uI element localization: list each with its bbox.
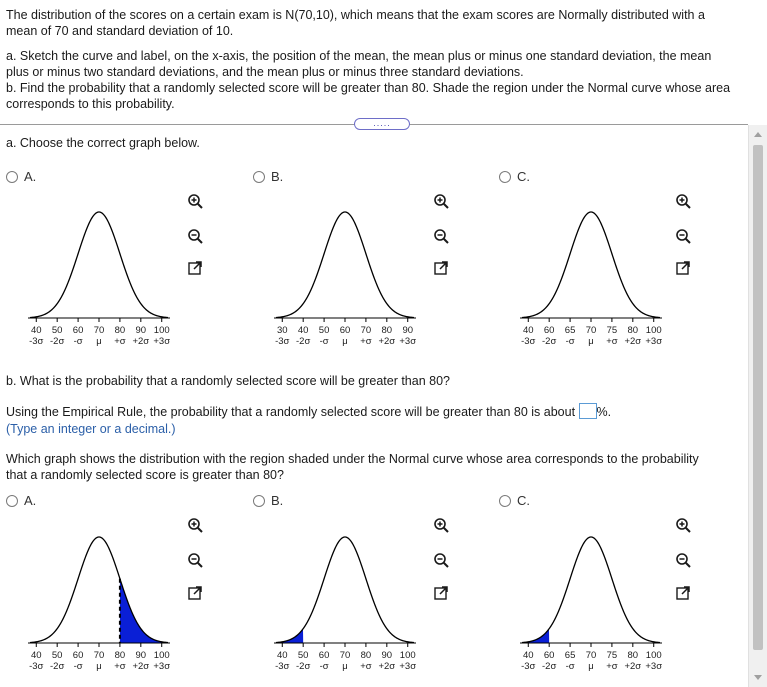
sigma-label: +2σ: [378, 661, 396, 672]
sigma-label: +σ: [360, 661, 372, 672]
tick-label: 40: [522, 325, 534, 336]
tick-label: 65: [564, 325, 576, 336]
tick-label: 70: [339, 650, 351, 661]
zoom-in-icon[interactable]: [187, 517, 203, 533]
tick-label: 90: [381, 650, 393, 661]
popout-icon[interactable]: [187, 585, 203, 601]
zoom-in-icon[interactable]: [675, 193, 691, 209]
sigma-label: μ: [96, 661, 102, 672]
which-graph-line: Which graph shows the distribution with the region shaded under the Normal curve whose area corresponds to the probability: [6, 452, 699, 466]
scroll-thumb[interactable]: [753, 145, 763, 650]
part-b-option-b[interactable]: [253, 493, 283, 508]
popout-icon[interactable]: [433, 260, 449, 276]
tick-label: 75: [606, 650, 618, 661]
radio-circle[interactable]: [6, 495, 18, 507]
normal-curve: [522, 537, 660, 643]
tick-label: 90: [135, 650, 147, 661]
sigma-label: -2σ: [50, 661, 65, 672]
tick-label: 90: [135, 325, 147, 336]
tick-label: 40: [30, 650, 42, 661]
popout-icon[interactable]: [433, 585, 449, 601]
sigma-label: μ: [96, 336, 102, 347]
graph-a-option-a: [22, 200, 187, 360]
sigma-label: +2σ: [624, 336, 642, 347]
sigma-label: -3σ: [521, 336, 536, 347]
scroll-down-icon[interactable]: [754, 675, 762, 680]
tick-label: 100: [399, 650, 416, 661]
popout-icon[interactable]: [675, 585, 691, 601]
option-label: C.: [517, 493, 530, 508]
tick-label: 60: [318, 650, 330, 661]
graph-a-option-c: [514, 200, 679, 360]
tick-label: 80: [114, 325, 126, 336]
normal-curve: [30, 537, 168, 643]
sigma-label: -σ: [565, 661, 575, 672]
popout-icon[interactable]: [187, 260, 203, 276]
zoom-in-icon[interactable]: [675, 517, 691, 533]
zoom-in-icon[interactable]: [433, 517, 449, 533]
tick-label: 100: [645, 650, 662, 661]
percent-sign: %.: [596, 405, 612, 419]
sigma-label: -3σ: [29, 336, 44, 347]
radio-circle[interactable]: [499, 171, 511, 183]
tick-label: 60: [339, 325, 351, 336]
sigma-label: -σ: [565, 336, 575, 347]
scroll-up-icon[interactable]: [754, 132, 762, 137]
sigma-label: +σ: [360, 336, 372, 347]
tick-label: 60: [543, 325, 555, 336]
sigma-label: μ: [342, 661, 348, 672]
expand-button[interactable]: .....: [354, 118, 410, 130]
sigma-label: μ: [342, 336, 348, 347]
graph-b-option-b: [268, 525, 433, 685]
tick-label: 50: [318, 325, 330, 336]
sigma-label: +2σ: [132, 661, 150, 672]
problem-part-b: corresponds to this probability.: [6, 97, 175, 111]
sigma-label: -3σ: [275, 661, 290, 672]
sigma-label: +3σ: [399, 336, 417, 347]
sigma-label: +3σ: [153, 661, 171, 672]
radio-circle[interactable]: [499, 495, 511, 507]
part-b-option-c[interactable]: [499, 493, 530, 508]
sigma-label: -3σ: [521, 661, 536, 672]
sigma-label: -σ: [73, 336, 83, 347]
zoom-out-icon[interactable]: [187, 552, 203, 568]
tick-label: 100: [645, 325, 662, 336]
problem-line: mean of 70 and standard deviation of 10.: [6, 24, 234, 38]
part-b-option-a[interactable]: [6, 493, 36, 508]
sigma-label: +σ: [606, 336, 618, 347]
zoom-out-icon[interactable]: [675, 228, 691, 244]
option-label: A.: [24, 169, 37, 184]
tick-label: 70: [93, 650, 105, 661]
shaded-region: [276, 629, 303, 643]
zoom-in-icon[interactable]: [187, 193, 203, 209]
tick-label: 70: [585, 650, 597, 661]
part-b-question: b. What is the probability that a randomly selected score will be greater than 80?: [6, 374, 450, 388]
tick-label: 70: [360, 325, 372, 336]
sigma-label: μ: [588, 661, 594, 672]
zoom-out-icon[interactable]: [675, 552, 691, 568]
sigma-label: -2σ: [50, 336, 65, 347]
sigma-label: -2σ: [542, 336, 557, 347]
sigma-label: +σ: [114, 336, 126, 347]
graph-b-option-a: [22, 525, 187, 685]
shaded-region: [522, 629, 549, 643]
sigma-label: +3σ: [645, 661, 663, 672]
sigma-label: +3σ: [645, 336, 663, 347]
tick-label: 80: [114, 650, 126, 661]
sigma-label: -σ: [319, 336, 329, 347]
tick-label: 40: [276, 650, 288, 661]
tick-label: 70: [93, 325, 105, 336]
sigma-label: +σ: [606, 661, 618, 672]
part-a-option-a[interactable]: [6, 169, 36, 184]
tick-label: 80: [627, 325, 639, 336]
tick-label: 60: [72, 325, 84, 336]
tick-label: 60: [543, 650, 555, 661]
sigma-label: -2σ: [296, 336, 311, 347]
sigma-label: -2σ: [542, 661, 557, 672]
problem-part-a: plus or minus two standard deviations, and the mean plus or minus three standard deviations.: [6, 65, 524, 79]
tick-label: 80: [627, 650, 639, 661]
radio-circle[interactable]: [253, 171, 265, 183]
sigma-label: -σ: [319, 661, 329, 672]
part-a-option-b[interactable]: [253, 169, 283, 184]
tick-label: 60: [72, 650, 84, 661]
option-label: C.: [517, 169, 530, 184]
sigma-label: -2σ: [296, 661, 311, 672]
radio-circle[interactable]: [253, 495, 265, 507]
problem-line: The distribution of the scores on a certain exam is N(70,10), which means that the exam scores are Normally distributed with a: [6, 8, 705, 22]
tick-label: 80: [360, 650, 372, 661]
sigma-label: μ: [588, 336, 594, 347]
sigma-label: -3σ: [275, 336, 290, 347]
tick-label: 100: [153, 650, 170, 661]
tick-label: 50: [51, 650, 63, 661]
tick-label: 30: [276, 325, 288, 336]
tick-label: 100: [153, 325, 170, 336]
sigma-label: +2σ: [624, 661, 642, 672]
problem-part-b: b. Find the probability that a randomly selected score will be greater than 80. Shade the region under the Normal curve whose area: [6, 81, 731, 95]
sigma-label: +σ: [114, 661, 126, 672]
tick-label: 65: [564, 650, 576, 661]
which-graph-question: [6, 451, 746, 483]
part-a-prompt: a. Choose the correct graph below.: [6, 136, 200, 150]
tick-label: 40: [522, 650, 534, 661]
sigma-label: +3σ: [153, 336, 171, 347]
problem-statement: [6, 7, 756, 112]
popout-icon[interactable]: [675, 260, 691, 276]
sigma-label: -σ: [73, 661, 83, 672]
empirical-rule-line: [6, 403, 611, 420]
normal-curve: [276, 537, 414, 643]
graph-a-option-b: [268, 200, 433, 360]
normal-curve: [276, 212, 414, 318]
radio-circle[interactable]: [6, 171, 18, 183]
sigma-label: +2σ: [378, 336, 396, 347]
empirical-rule-text: Using the Empirical Rule, the probability that a randomly selected score will be greater than 80 is about: [6, 405, 576, 419]
graph-b-option-c: [514, 525, 679, 685]
sigma-label: +3σ: [399, 661, 417, 672]
zoom-out-icon[interactable]: [433, 228, 449, 244]
vertical-scrollbar[interactable]: [748, 125, 767, 687]
normal-curve: [30, 212, 168, 318]
tick-label: 80: [381, 325, 393, 336]
option-label: A.: [24, 493, 37, 508]
zoom-out-icon[interactable]: [187, 228, 203, 244]
which-graph-line: that a randomly selected score is greater than 80?: [6, 468, 284, 482]
tick-label: 75: [606, 325, 618, 336]
sigma-label: +2σ: [132, 336, 150, 347]
input-hint: (Type an integer or a decimal.): [6, 422, 176, 436]
tick-label: 90: [402, 325, 414, 336]
tick-label: 40: [30, 325, 42, 336]
problem-part-a: a. Sketch the curve and label, on the x-axis, the position of the mean, the mean plus or minus one standard deviation, the mean: [6, 49, 712, 63]
option-label: B.: [271, 169, 284, 184]
tick-label: 50: [297, 650, 309, 661]
probability-input[interactable]: [579, 403, 597, 419]
tick-label: 50: [51, 325, 63, 336]
zoom-in-icon[interactable]: [433, 193, 449, 209]
normal-curve: [522, 212, 660, 318]
zoom-out-icon[interactable]: [433, 552, 449, 568]
sigma-label: -3σ: [29, 661, 44, 672]
part-a-option-c[interactable]: [499, 169, 530, 184]
tick-label: 70: [585, 325, 597, 336]
tick-label: 40: [297, 325, 309, 336]
option-label: B.: [271, 493, 284, 508]
